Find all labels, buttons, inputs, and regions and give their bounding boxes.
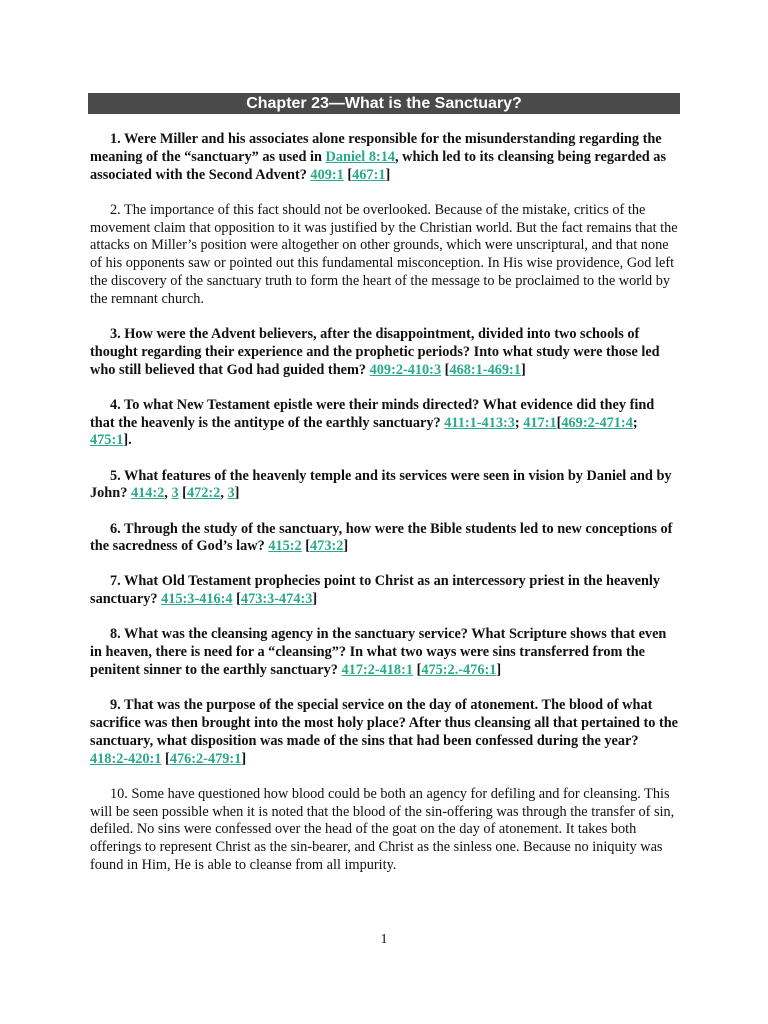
paragraph-text: [ bbox=[301, 538, 311, 555]
chapter-title: Chapter 23—What is the Sanctuary? bbox=[88, 93, 680, 114]
paragraph-text: 9. That was the purpose of the special service on the day of atonement. The blood of what sacrifice was then brought into the most holy place? After thus cleansing all that pertained to the sanctuary, what disposition was made of the sins that had been confessed during the year? bbox=[90, 697, 679, 749]
paragraph-text: ] bbox=[241, 750, 247, 767]
reference-link[interactable]: 414:2 bbox=[130, 485, 165, 502]
reference-link[interactable]: 472:2 bbox=[186, 485, 221, 502]
paragraph-text: ] bbox=[312, 591, 318, 608]
body-paragraph bbox=[90, 202, 680, 309]
paragraph-text: 5. What features of the heavenly temple and its services were seen in vision by Daniel and by John? bbox=[90, 467, 672, 502]
page-number: 1 bbox=[380, 932, 388, 947]
paragraph-text: 6. Through the study of the sanctuary, how were the Bible students led to new conceptions of the sacredness of God’s law? bbox=[90, 520, 673, 555]
paragraph-text: [ bbox=[343, 166, 353, 183]
reference-link[interactable]: 417:1 bbox=[523, 414, 557, 431]
paragraph-text: 3. How were the Advent believers, after the disappointment, divided into two schools of thought regarding their experience and the prophetic periods? Into what study were those led who still believed that God had guided them? bbox=[90, 325, 660, 378]
question-paragraph bbox=[90, 397, 680, 450]
reference-link[interactable]: 417:2-418:1 bbox=[341, 662, 413, 679]
paragraph-text: [ bbox=[556, 414, 562, 431]
question-paragraph bbox=[90, 573, 680, 609]
paragraph-text: [ bbox=[441, 361, 450, 378]
paragraph-text: 8. What was the cleansing agency in the sanctuary service? What Scripture shows that even in heaven, there is need for a “cleansing”? In what two ways were sins transferred from the penitent sinner to the earthly sanctuary? bbox=[90, 626, 667, 679]
paragraph-text: ] bbox=[385, 166, 391, 183]
reference-link[interactable]: 418:2-420:1 bbox=[90, 750, 162, 767]
reference-link[interactable]: 3 bbox=[227, 485, 235, 502]
paragraph-text: ; bbox=[632, 414, 638, 431]
reference-link[interactable]: 468:1-469:1 bbox=[449, 361, 521, 378]
paragraph-text: ] bbox=[520, 361, 526, 378]
reference-link[interactable]: 409:1 bbox=[310, 166, 344, 183]
question-paragraph bbox=[90, 697, 680, 768]
paragraph-text: ]. bbox=[123, 432, 132, 449]
paragraph-text: ; bbox=[514, 414, 524, 431]
reference-link[interactable]: 3 bbox=[171, 485, 179, 502]
paragraph-text: , which led to its cleansing being regarded as associated with the Second Advent? bbox=[90, 148, 667, 183]
paragraph-text: ] bbox=[343, 538, 349, 555]
reference-link[interactable]: 473:2 bbox=[310, 538, 344, 555]
paragraph-text: [ bbox=[232, 591, 241, 608]
question-paragraph bbox=[90, 521, 680, 557]
document-body bbox=[90, 131, 680, 892]
paragraph-text: , bbox=[164, 485, 172, 502]
reference-link[interactable]: 411:1-413:3 bbox=[444, 414, 515, 431]
paragraph-text: [ bbox=[178, 485, 187, 502]
paragraph-text: ] bbox=[234, 485, 240, 502]
paragraph-text: 1. Were Miller and his associates alone responsible for the misunderstanding regarding the meaning of the “sanctuary” as used in bbox=[90, 131, 662, 165]
reference-link[interactable]: 467:1 bbox=[352, 166, 386, 183]
question-paragraph bbox=[90, 326, 680, 379]
reference-link[interactable]: 469:2-471:4 bbox=[561, 414, 633, 431]
reference-link[interactable]: 473:3-474:3 bbox=[240, 591, 313, 608]
reference-link[interactable]: 476:2-479:1 bbox=[169, 750, 242, 767]
reference-link[interactable]: 475:2.-476:1 bbox=[421, 662, 497, 679]
paragraph-text: 10. Some have questioned how blood could be both an agency for defiling and for cleansing. This will be seen possible when it is noted that the blood of the sin-offering was through the transfer of sin, defiled. No sins were confessed over the head of the goat on the day of atonement. It takes both offerings to represent Christ as the sin-bearer, and Christ as the sinless one. Because no iniquity was found in Him, He is able to cleanse from all impurity. bbox=[90, 785, 675, 874]
paragraph-text: 7. What Old Testament prophecies point to Christ as an intercessory priest in the heavenly sanctuary? bbox=[90, 573, 661, 608]
paragraph-text: 4. To what New Testament epistle were their minds directed? What evidence did they find that the heavenly is the antitype of the earthly sanctuary? bbox=[90, 396, 655, 431]
question-paragraph bbox=[90, 626, 680, 679]
reference-link[interactable]: 415:3-416:4 bbox=[161, 591, 233, 608]
question-paragraph bbox=[90, 131, 680, 184]
paragraph-text: 2. The importance of this fact should not be overlooked. Because of the mistake, critics of the movement claim that opposition to it was justified by the Christian world. But the fact remains that the attacks on Miller’s position were altogether on other grounds, which were unscriptural, and that none of his opponents saw or pointed out this fundamental misconception. In His wise providence, God left the discovery of the sanctuary truth to form the heart of the message to be proclaimed to the world by the remnant church. bbox=[90, 201, 678, 307]
question-paragraph bbox=[90, 468, 680, 504]
reference-link[interactable]: 415:2 bbox=[268, 538, 302, 555]
paragraph-text: ] bbox=[496, 662, 502, 679]
paragraph-text: [ bbox=[413, 662, 422, 679]
reference-link[interactable]: Daniel 8:14 bbox=[325, 148, 396, 165]
body-paragraph bbox=[90, 786, 680, 875]
reference-link[interactable]: 475:1 bbox=[90, 432, 124, 449]
reference-link[interactable]: 409:2-410:3 bbox=[369, 361, 442, 378]
paragraph-text: , bbox=[220, 485, 228, 502]
paragraph-text: [ bbox=[161, 750, 170, 767]
